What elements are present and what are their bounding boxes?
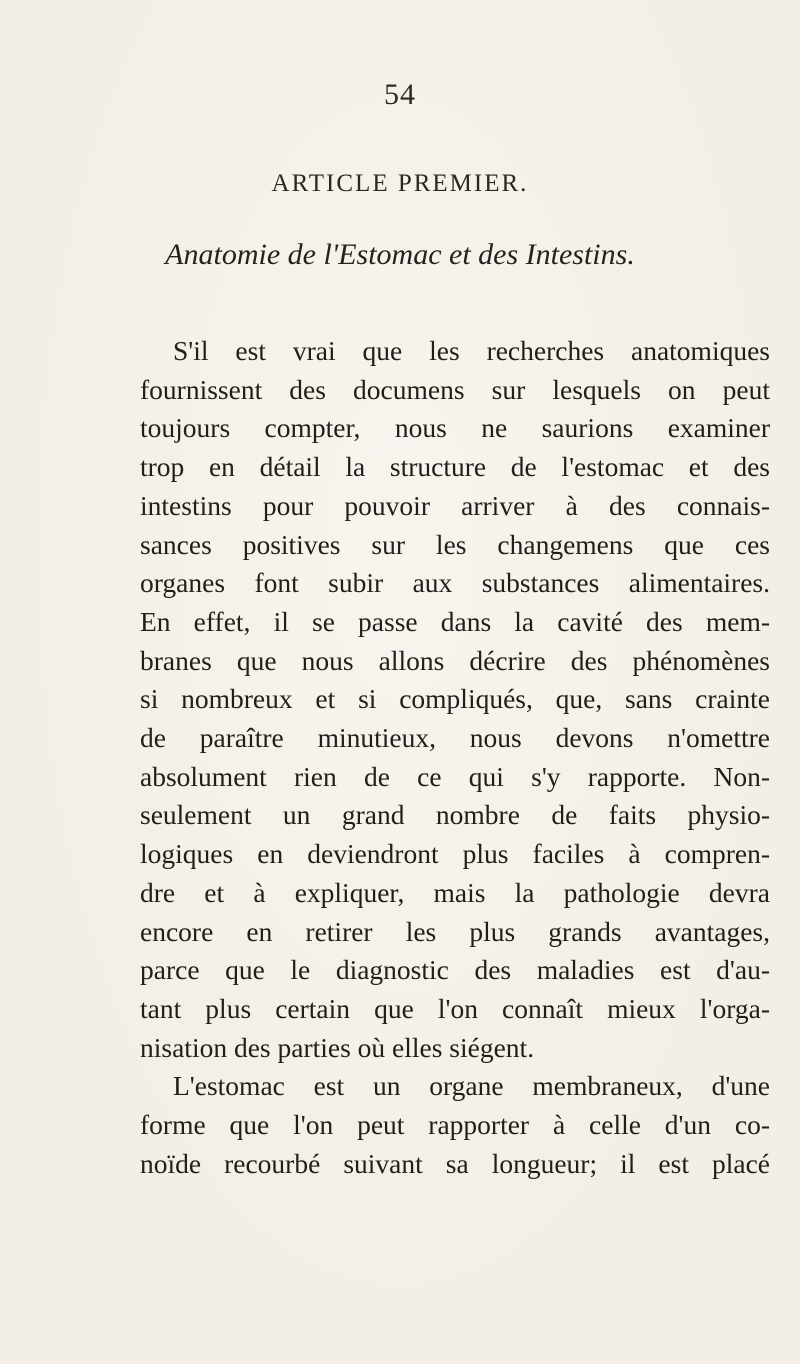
- text-line: trop en détail la structure de l'estomac et des: [140, 451, 770, 483]
- text-line: intestins pour pouvoir arriver à des connais-: [140, 489, 770, 521]
- text-line: encore en retirer les plus grands avantages,: [140, 915, 770, 947]
- text-line: noïde recourbé suivant sa longueur; il est placé: [140, 1147, 770, 1179]
- text-line: logiques en deviendront plus faciles à compren-: [140, 838, 770, 870]
- text-line: absolument rien de ce qui s'y rapporte. Non-: [140, 760, 770, 792]
- text-line: nisation des parties où elles siégent.: [140, 1031, 535, 1063]
- text-line: forme que l'on peut rapporter à celle d'un co-: [140, 1109, 770, 1141]
- text-line: branes que nous allons décrire des phénomènes: [140, 644, 770, 676]
- text-line: toujours compter, nous ne saurions examiner: [140, 412, 770, 444]
- text-line: seulement un grand nombre de faits physio-: [140, 799, 770, 831]
- text-line: S'il est vrai que les recherches anatomiques: [173, 335, 770, 366]
- article-heading: ARTICLE PREMIER.: [271, 170, 529, 197]
- section-title: Anatomie de l'Estomac et des Intestins.: [165, 238, 635, 271]
- text-line: tant plus certain que l'on connaît mieux l'orga-: [140, 992, 770, 1024]
- text-line: organes font subir aux substances alimentaires.: [140, 567, 770, 599]
- text-line: parce que le diagnostic des maladies est d'au-: [140, 954, 770, 986]
- text-line: En effet, il se passe dans la cavité des mem-: [140, 605, 770, 637]
- text-line: de paraître minutieux, nous devons n'omettre: [140, 722, 770, 754]
- text-line: dre et à expliquer, mais la pathologie devra: [140, 876, 770, 908]
- page-number: 54: [384, 78, 416, 111]
- text-line: si nombreux et si compliqués, que, sans crainte: [140, 683, 770, 715]
- text-line: sances positives sur les changemens que ces: [140, 528, 770, 560]
- text-line: L'estomac est un organe membraneux, d'une: [173, 1070, 770, 1102]
- body-text: [140, 332, 770, 1183]
- text-line: fournissent des documens sur lesquels on peut: [140, 373, 770, 405]
